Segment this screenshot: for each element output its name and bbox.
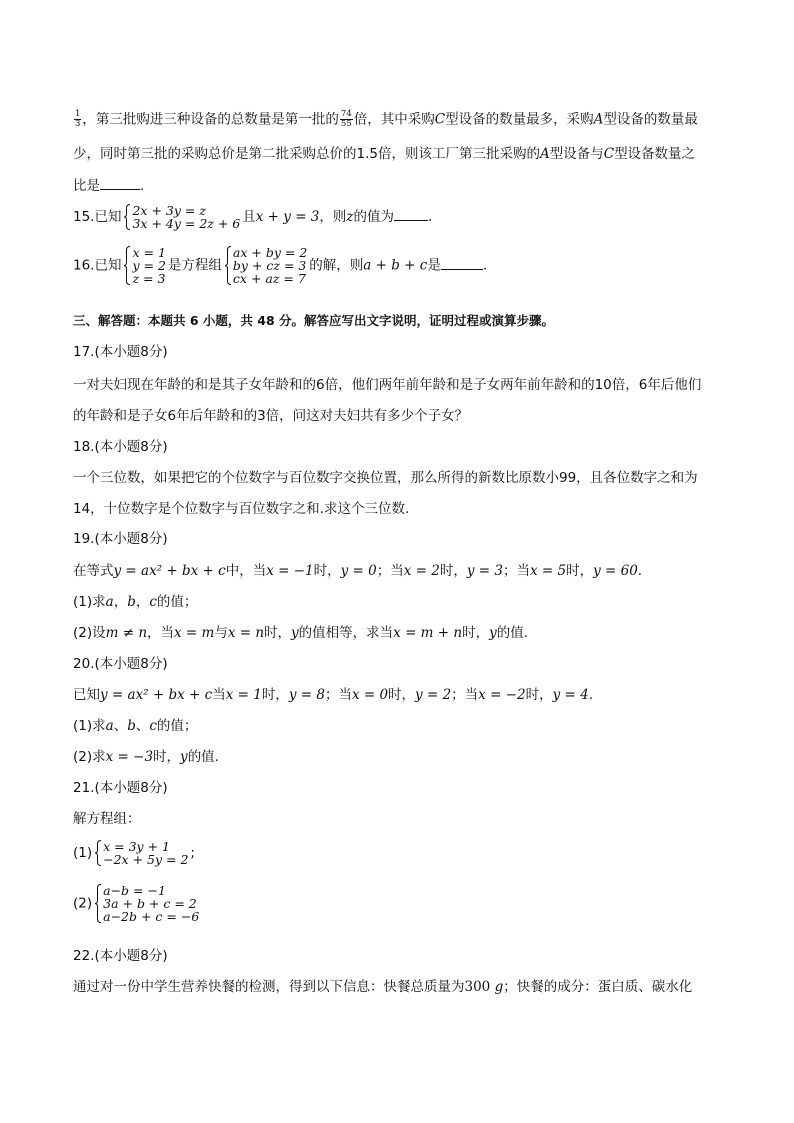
text-fragment: b <box>127 718 136 734</box>
text-fragment: y <box>291 625 299 641</box>
section-heading: 三、解答题：本题共 6 小题，共 48 分。解答应写出文字说明，证明过程或演算步骤。 <box>73 313 555 328</box>
text-fragment: 型设备数量之 <box>614 146 696 162</box>
left-brace-icon <box>224 246 232 285</box>
q20-heading: 20.(本小题8分) <box>73 656 168 672</box>
text-fragment: . <box>588 687 594 703</box>
text-fragment: 比是 <box>73 178 100 194</box>
text-fragment: y <box>180 749 188 765</box>
text-fragment: x = 1 <box>132 245 166 260</box>
text-fragment: ；当 <box>451 687 479 703</box>
q17-text-line-1: 一对夫妇现在年龄的和是其子女年龄和的6倍，他们两年前年龄和是子女两年前年龄和的10倍，6年后他们 <box>73 377 702 393</box>
text-fragment: ；快餐的成分：蛋白质、碳水化 <box>503 979 693 995</box>
text-fragment: −2x + 5y = 2 <box>103 852 189 867</box>
q18-text-line-2: 14，十位数字是个位数字与百位数字之和.求这个三位数. <box>73 501 410 517</box>
text-fragment: x = 2 <box>403 563 440 579</box>
left-brace-icon <box>94 840 102 866</box>
text-fragment: 是 <box>427 257 441 274</box>
text-fragment: y = ax² + bx + c <box>100 687 213 703</box>
text-fragment: 时， <box>261 687 289 703</box>
q21-intro: 解方程组： <box>73 811 141 827</box>
q22-text-line-1 <box>73 978 692 996</box>
left-brace-icon <box>94 884 102 923</box>
text-fragment: 中，当 <box>225 563 267 579</box>
q18-heading: 18.(本小题8分) <box>73 439 168 455</box>
text-fragment: ; <box>190 845 195 861</box>
q20-part-2 <box>73 748 219 766</box>
answer-blank <box>100 177 140 190</box>
text-fragment: 3a + b + c = 2 <box>103 896 197 911</box>
problem-14-line-2 <box>73 145 695 163</box>
problem-14-line-1 <box>73 110 698 129</box>
text-fragment: 时， <box>462 625 490 641</box>
text-fragment: a + b + c <box>363 257 428 274</box>
q19-heading: 19.(本小题8分) <box>73 531 168 547</box>
text-fragment: c <box>149 594 157 610</box>
text-fragment: 55 <box>340 119 352 129</box>
text-fragment: y = 3 <box>466 563 503 579</box>
q18-text-line-1: 一个三位数，如果把它的个位数字与百位数字交换位置，那么所得的新数比原数小99，且各位数字之和为 <box>73 470 698 486</box>
text-fragment: y = 8 <box>288 687 325 703</box>
text-fragment: 的值. <box>496 625 529 641</box>
solution-system <box>123 246 165 285</box>
text-fragment: x = 0 <box>351 687 389 703</box>
text-fragment: 型设备的数量最 <box>603 111 698 128</box>
text-fragment: 、 <box>113 718 128 734</box>
text-fragment: (2) <box>73 895 93 912</box>
text-fragment: z <box>346 209 354 225</box>
text-fragment: 已知 <box>94 209 122 225</box>
text-fragment: a−b = −1 <box>103 883 166 898</box>
text-fragment: x = n <box>227 625 265 641</box>
text-fragment: z = 3 <box>132 271 166 286</box>
q20-part-1 <box>73 717 197 735</box>
text-fragment: 300 <box>464 979 491 995</box>
text-fragment: (1)求 <box>73 594 106 610</box>
q21-part-2 <box>73 884 201 923</box>
equation-system <box>94 884 199 923</box>
equation-system <box>224 246 307 285</box>
text-fragment: C <box>434 111 446 128</box>
q21-part-1 <box>73 840 195 866</box>
text-fragment: y = ax² + bx + c <box>113 563 226 579</box>
text-fragment: A <box>539 146 550 162</box>
q19-part-2 <box>73 624 528 642</box>
text-fragment: . <box>428 209 433 225</box>
text-fragment: by + cz = 3 <box>232 258 307 273</box>
left-brace-icon <box>123 246 131 285</box>
equation-system <box>123 204 240 230</box>
text-fragment: 时， <box>153 749 181 765</box>
text-fragment: y <box>489 625 497 641</box>
text-fragment: 74 <box>340 109 352 119</box>
text-fragment: ；当 <box>324 687 352 703</box>
text-fragment: 时， <box>313 563 341 579</box>
text-fragment: 3 <box>75 119 81 129</box>
text-fragment: C <box>603 146 615 162</box>
text-fragment: x = 5 <box>529 563 567 579</box>
equation-system <box>94 840 188 866</box>
text-fragment: 15. <box>73 209 95 225</box>
text-fragment: a−2b + c = −6 <box>103 909 200 924</box>
text-fragment: 的值； <box>156 718 198 734</box>
text-fragment: . <box>140 178 145 194</box>
text-fragment: 且 <box>242 209 256 225</box>
q19-text-line-1 <box>73 562 642 580</box>
text-fragment: 已知 <box>73 687 100 703</box>
fraction-74-55 <box>340 110 353 129</box>
text-fragment: 的值； <box>156 594 198 610</box>
text-fragment: 、 <box>135 718 150 734</box>
text-fragment: 的值为 <box>353 209 395 225</box>
text-fragment: . <box>482 257 488 274</box>
text-fragment: ， <box>113 594 128 610</box>
text-fragment: . <box>637 563 643 579</box>
text-fragment: (1) <box>73 845 93 861</box>
text-fragment: x = 3y + 1 <box>103 839 170 854</box>
text-fragment: ax + by = 2 <box>232 245 308 260</box>
text-fragment: 型设备与 <box>549 146 604 162</box>
text-fragment: 3x + 4y = 2z + 6 <box>132 216 241 231</box>
text-fragment: 的解，则 <box>309 257 364 274</box>
text-fragment: 时， <box>264 625 292 641</box>
text-fragment: y = 0 <box>340 563 377 579</box>
text-fragment: x + y = 3 <box>255 209 320 225</box>
text-fragment: y = 2 <box>415 687 452 703</box>
text-fragment: ，第三批购进三种设备的总数量是第一批的 <box>82 111 339 128</box>
q17-heading: 17.(本小题8分) <box>73 344 168 360</box>
text-fragment: c <box>149 718 157 734</box>
text-fragment: 在等式 <box>73 563 114 579</box>
text-fragment: 2x + 3y = z <box>132 203 206 218</box>
text-fragment: 倍，其中采购 <box>353 111 435 128</box>
text-fragment: x = −3 <box>105 749 154 765</box>
text-fragment: y = 60 <box>593 563 638 579</box>
text-fragment: 少，同时第三批的采购总价是第二批采购总价的1.5倍，则该工厂第三批采购的 <box>73 146 540 162</box>
q19-part-1 <box>73 593 197 611</box>
text-fragment: 的值. <box>187 749 219 765</box>
text-fragment: 当 <box>212 687 226 703</box>
text-fragment: 已知 <box>94 257 122 274</box>
answer-blank <box>394 208 428 221</box>
text-fragment: 时， <box>525 687 553 703</box>
text-fragment: 与 <box>214 625 228 641</box>
text-fragment: 的值相等，求当 <box>298 625 394 641</box>
text-fragment: y = 4 <box>552 687 589 703</box>
problem-14-line-3 <box>73 177 144 195</box>
text-fragment: a <box>105 594 114 610</box>
text-fragment: 16. <box>73 257 95 274</box>
text-fragment: 型设备的数量最多，采购 <box>445 111 594 128</box>
text-fragment: 时， <box>439 563 467 579</box>
text-fragment: ；当 <box>502 563 530 579</box>
text-fragment: ，则 <box>319 209 347 225</box>
text-fragment: 时， <box>566 563 594 579</box>
problem-15 <box>73 204 432 230</box>
text-fragment: y = 2 <box>132 258 166 273</box>
answer-blank <box>441 257 483 270</box>
text-fragment: x = 1 <box>225 687 262 703</box>
fraction-one-third <box>74 110 81 129</box>
text-fragment: g <box>494 979 504 995</box>
text-fragment: x = m + n <box>393 625 463 641</box>
text-fragment: (2)求 <box>73 749 106 765</box>
text-fragment: 1 <box>75 109 81 119</box>
text-fragment: cx + az = 7 <box>232 271 306 286</box>
text-fragment: b <box>127 594 136 610</box>
text-fragment: 是方程组 <box>167 257 222 274</box>
problem-16 <box>73 246 487 285</box>
text-fragment: (2)设 <box>73 625 106 641</box>
text-fragment: x = −2 <box>478 687 526 703</box>
q21-heading: 21.(本小题8分) <box>73 780 168 796</box>
text-fragment: x = m <box>174 625 215 641</box>
q22-heading: 22.(本小题8分) <box>73 948 168 964</box>
text-fragment: x = −1 <box>266 563 314 579</box>
q20-text-line-1 <box>73 686 593 704</box>
text-fragment: ；当 <box>376 563 404 579</box>
left-brace-icon <box>123 204 131 230</box>
text-fragment: 时， <box>388 687 416 703</box>
text-fragment: (1)求 <box>73 718 106 734</box>
text-fragment: ，当 <box>147 625 175 641</box>
text-fragment: 通过对一份中学生营养快餐的检测，得到以下信息：快餐总质量为 <box>73 979 465 995</box>
text-fragment: m ≠ n <box>105 625 148 641</box>
text-fragment: ， <box>135 594 150 610</box>
text-fragment: A <box>593 111 604 128</box>
text-fragment: a <box>105 718 114 734</box>
q17-text-line-2: 的年龄和是子女6年后年龄和的3倍，问这对夫妇共有多少个子女？ <box>73 408 469 424</box>
